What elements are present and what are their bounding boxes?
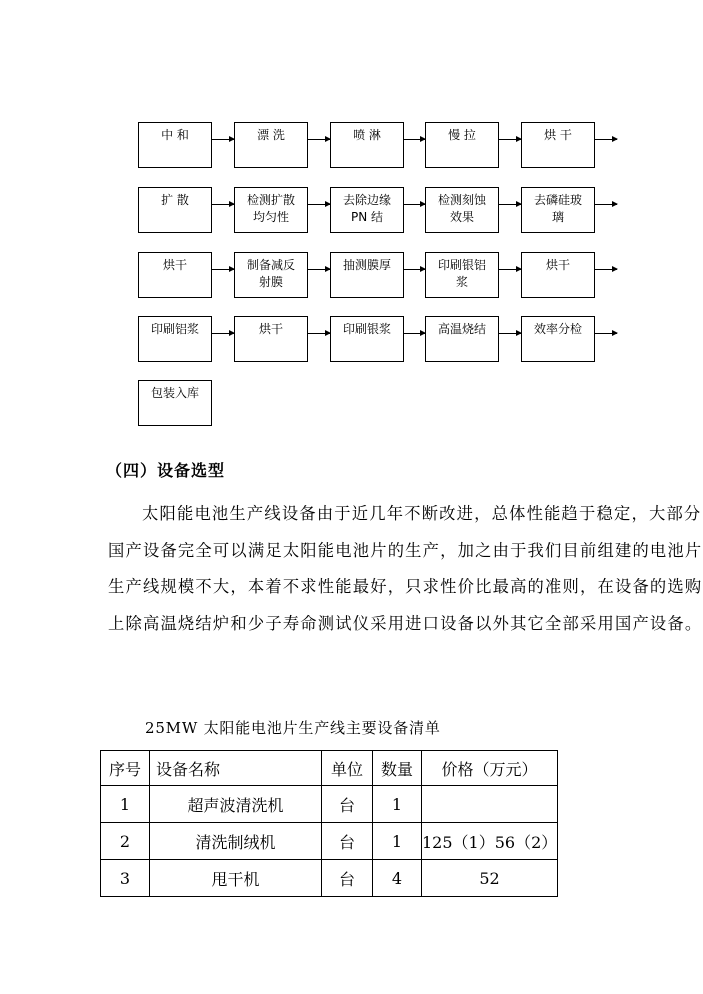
cell-index: 2 bbox=[101, 823, 150, 860]
paragraph-text: 太阳能电池生产线设备由于近几年不断改进，总体性能趋于稳定，大部分国产设备完全可以满足太阳能电池片的生产，加之由于我们目前组建的电池片生产线规模不大，本着不求性能最好，只求性价比最高的准则，在设备的选购上除高温烧结炉和少子寿命测试仪采用进口设备以外其它全部采用国产设备。 bbox=[108, 504, 703, 633]
flow-arrow bbox=[404, 139, 425, 140]
flow-step-box bbox=[521, 122, 595, 168]
flow-step-box bbox=[425, 316, 499, 362]
flow-step-box bbox=[521, 187, 595, 233]
flow-step-label: 抽测膜厚 bbox=[342, 258, 391, 272]
flow-step-label: 喷 淋 bbox=[353, 128, 381, 142]
cell-unit: 台 bbox=[322, 786, 373, 823]
flow-arrow bbox=[499, 269, 521, 270]
flow-step-box bbox=[138, 187, 212, 233]
flow-step-label: 检测刻蚀 效果 bbox=[437, 193, 486, 224]
cell-quantity: 1 bbox=[373, 823, 422, 860]
flow-step-box bbox=[425, 252, 499, 298]
flow-step-box bbox=[425, 122, 499, 168]
table-row bbox=[101, 860, 558, 897]
flow-arrow bbox=[404, 204, 425, 205]
flow-step-box bbox=[138, 252, 212, 298]
process-flowchart bbox=[0, 0, 703, 440]
flow-step-box bbox=[234, 122, 308, 168]
header-equipment-name: 设备名称 bbox=[150, 751, 322, 786]
flow-step-box bbox=[330, 252, 404, 298]
flow-step-box bbox=[234, 316, 308, 362]
flow-step-box bbox=[425, 187, 499, 233]
table-header-row bbox=[101, 751, 558, 786]
flow-arrow bbox=[308, 139, 330, 140]
flow-step-label: 慢 拉 bbox=[448, 128, 476, 142]
flow-arrow bbox=[308, 269, 330, 270]
flow-arrow bbox=[595, 139, 617, 140]
flow-arrow bbox=[499, 204, 521, 205]
flow-step-label: 印刷银铝 浆 bbox=[437, 258, 486, 289]
table-caption: 25MW 太阳能电池片生产线主要设备清单 bbox=[145, 719, 441, 737]
cell-price: 125（1）56（2） bbox=[422, 823, 558, 860]
flow-arrow bbox=[404, 269, 425, 270]
flow-step-label: 效率分检 bbox=[533, 322, 582, 336]
flow-arrow bbox=[212, 139, 234, 140]
flow-step-label: 烘干 bbox=[545, 258, 570, 272]
flow-arrow bbox=[499, 139, 521, 140]
cell-price bbox=[422, 786, 558, 823]
flow-step-box bbox=[330, 122, 404, 168]
flow-arrow bbox=[499, 333, 521, 334]
flow-arrow bbox=[212, 333, 234, 334]
flow-step-label: 漂 洗 bbox=[257, 128, 285, 142]
flow-step-label: 烘干 bbox=[162, 258, 187, 272]
flow-step-label: 包装入库 bbox=[150, 386, 199, 400]
cell-equipment-name: 甩干机 bbox=[150, 860, 322, 897]
flow-arrow bbox=[595, 269, 617, 270]
header-quantity: 数量 bbox=[373, 751, 422, 786]
cell-price: 52 bbox=[422, 860, 558, 897]
flow-arrow bbox=[212, 269, 234, 270]
flow-step-label: 烘 干 bbox=[544, 128, 572, 142]
section-paragraph bbox=[108, 496, 703, 642]
header-price: 价格（万元） bbox=[422, 751, 558, 786]
flow-step-box bbox=[330, 187, 404, 233]
section-heading: （四）设备选型 bbox=[106, 461, 226, 480]
flow-step-label: 印刷铝浆 bbox=[150, 322, 199, 336]
flow-arrow bbox=[595, 204, 617, 205]
cell-index: 1 bbox=[101, 786, 150, 823]
table-row bbox=[101, 786, 558, 823]
table-row bbox=[101, 823, 558, 860]
flow-step-label: 印刷银浆 bbox=[342, 322, 391, 336]
flow-step-label: 制备减反 射膜 bbox=[246, 258, 295, 289]
flow-step-label: 中 和 bbox=[161, 128, 189, 142]
cell-unit: 台 bbox=[322, 823, 373, 860]
flow-arrow bbox=[308, 204, 330, 205]
header-index: 序号 bbox=[101, 751, 150, 786]
flow-step-box bbox=[138, 380, 212, 426]
cell-unit: 台 bbox=[322, 860, 373, 897]
flow-arrow bbox=[308, 333, 330, 334]
flow-step-box bbox=[521, 252, 595, 298]
flow-arrow bbox=[595, 333, 617, 334]
flow-step-label: 检测扩散 均匀性 bbox=[246, 193, 295, 224]
flow-step-box bbox=[138, 316, 212, 362]
cell-quantity: 1 bbox=[373, 786, 422, 823]
flow-step-label: 去除边缘 PN 结 bbox=[342, 193, 391, 224]
flow-step-label: 烘干 bbox=[258, 322, 283, 336]
flow-step-label: 扩 散 bbox=[161, 193, 189, 207]
flow-step-label: 高温烧结 bbox=[437, 322, 486, 336]
header-unit: 单位 bbox=[322, 751, 373, 786]
cell-equipment-name: 清洗制绒机 bbox=[150, 823, 322, 860]
flow-arrow bbox=[404, 333, 425, 334]
equipment-table bbox=[100, 750, 558, 897]
flow-step-box bbox=[234, 187, 308, 233]
cell-equipment-name: 超声波清洗机 bbox=[150, 786, 322, 823]
flow-step-box bbox=[234, 252, 308, 298]
cell-index: 3 bbox=[101, 860, 150, 897]
flow-arrow bbox=[212, 204, 234, 205]
cell-quantity: 4 bbox=[373, 860, 422, 897]
flow-step-box bbox=[138, 122, 212, 168]
flow-step-box bbox=[330, 316, 404, 362]
flow-step-label: 去磷硅玻 璃 bbox=[533, 193, 582, 224]
flow-step-box bbox=[521, 316, 595, 362]
